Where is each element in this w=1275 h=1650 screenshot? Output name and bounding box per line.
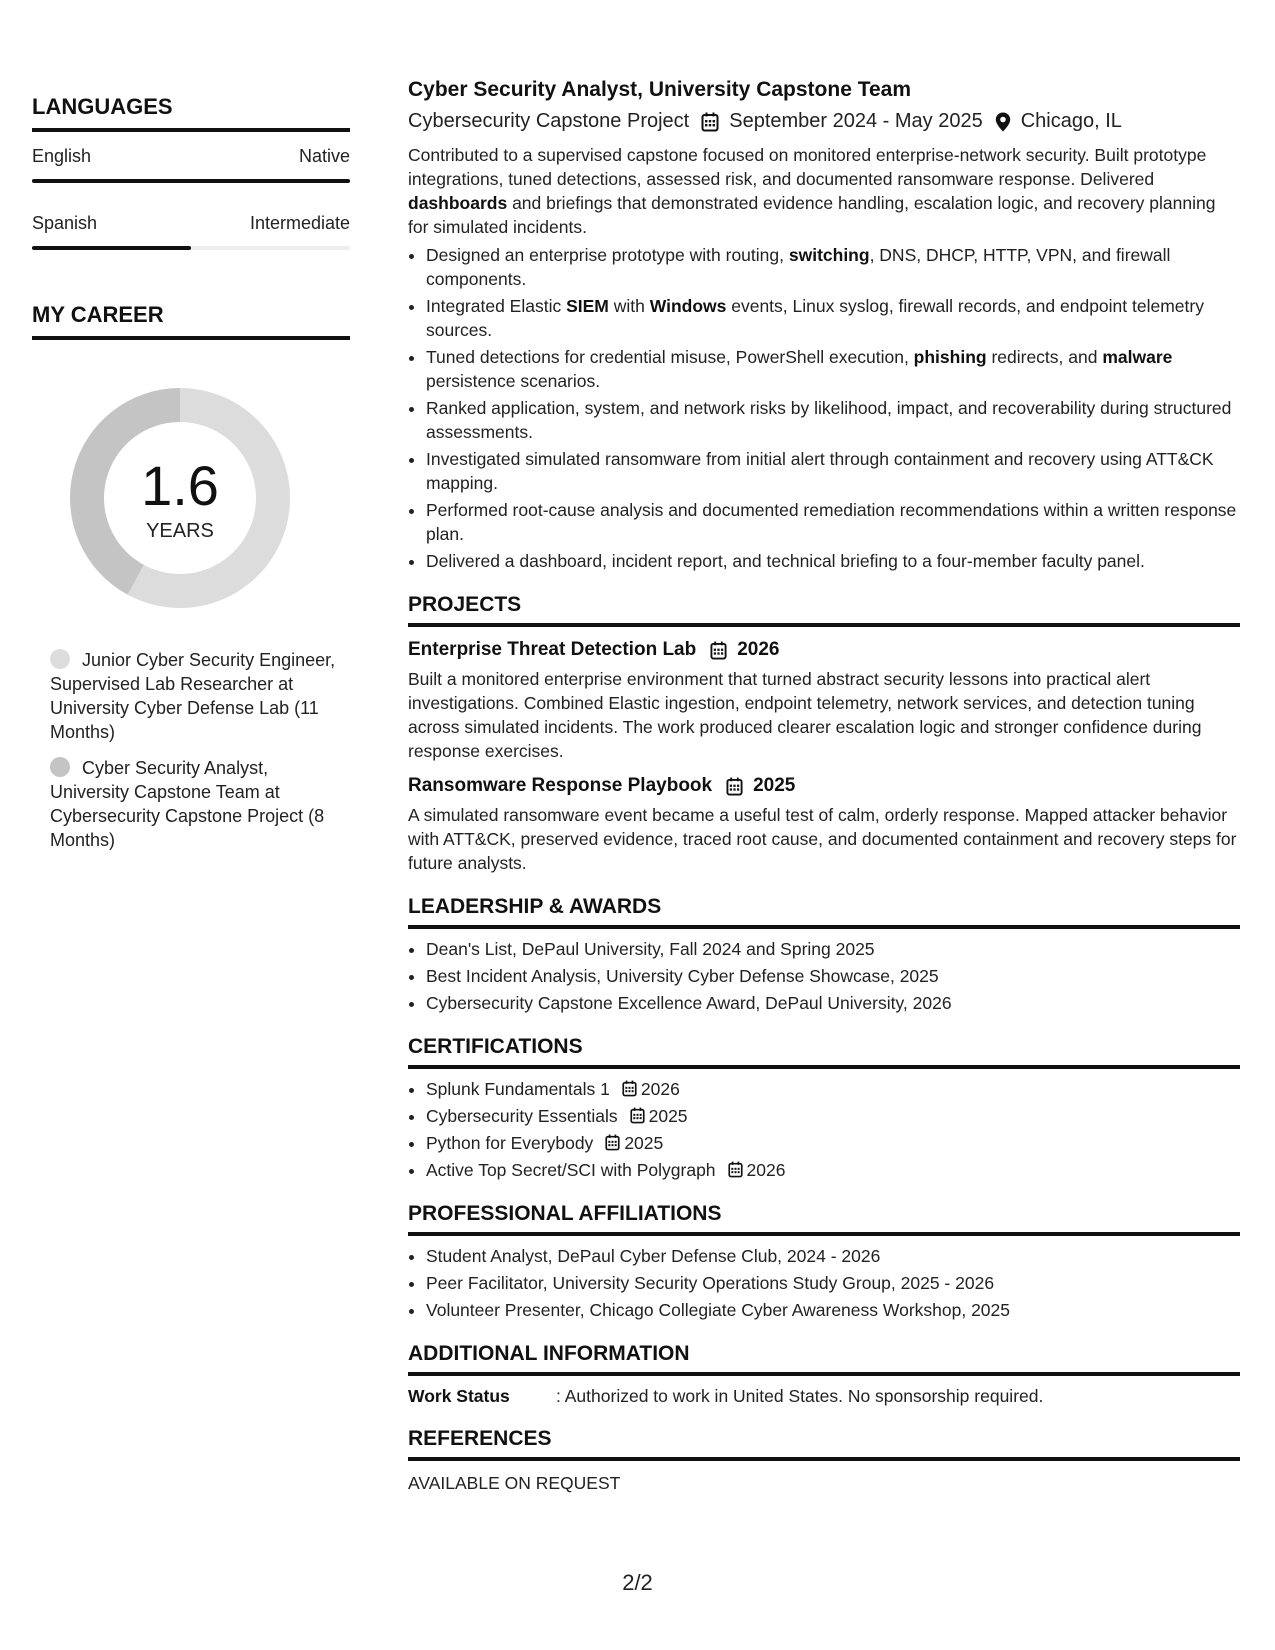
- certification-year: 2025: [648, 1106, 688, 1126]
- project-title: Ransomware Response Playbook: [408, 775, 713, 796]
- language-name: Spanish: [32, 213, 98, 233]
- language-item: [32, 146, 350, 183]
- main-column: [408, 78, 1240, 1494]
- calendar-icon: [605, 1134, 620, 1151]
- language-proficiency-fill: [32, 246, 191, 250]
- language-level: Native: [298, 146, 350, 166]
- language-proficiency-bar: [32, 179, 350, 183]
- summary-keyword: dashboards: [408, 193, 508, 213]
- calendar-icon: [622, 1080, 637, 1097]
- career-heading: MY CAREER: [32, 302, 350, 340]
- job-bullet: • Delivered a dashboard, incident report, and technical briefing to a four-member faculty panel.: [426, 549, 1240, 573]
- job-bullet: • Integrated Elastic SIEM with Windows events, Linux syslog, firewall records, and endpoint telemetry sources.: [426, 294, 1240, 342]
- certification-year: 2026: [640, 1079, 680, 1099]
- calendar-icon: [728, 1161, 743, 1178]
- calendar-icon: [726, 777, 743, 796]
- awards-heading: LEADERSHIP & AWARDS: [408, 895, 1240, 929]
- project-year: 2025: [753, 775, 796, 796]
- projects-heading: PROJECTS: [408, 593, 1240, 627]
- language-proficiency-bar: [32, 246, 350, 250]
- awards-list: [408, 937, 1240, 1015]
- work-status-value: : Authorized to work in United States. No sponsorship required.: [556, 1386, 1044, 1406]
- affiliation-item: • Volunteer Presenter, Chicago Collegiate Cyber Awareness Workshop, 2025: [426, 1298, 1240, 1322]
- job-dates: September 2024 - May 2025: [729, 110, 983, 132]
- job-bullet: • Tuned detections for credential misuse, PowerShell execution, phishing redirects, and malware persistence scenarios.: [426, 345, 1240, 393]
- certification-name: Active Top Secret/SCI with Polygraph: [426, 1160, 716, 1180]
- job-location: Chicago, IL: [1020, 110, 1122, 132]
- affiliations-list: [408, 1244, 1240, 1322]
- project-item: [408, 639, 1240, 763]
- project-year: 2026: [737, 639, 780, 660]
- job-bullet: • Designed an enterprise prototype with routing, switching, DNS, DHCP, HTTP, VPN, and firewall components.: [426, 243, 1240, 291]
- award-item: • Best Incident Analysis, University Cyber Defense Showcase, 2025: [426, 964, 1240, 988]
- certification-item: [426, 1104, 1240, 1128]
- certifications-heading: CERTIFICATIONS: [408, 1035, 1240, 1069]
- job-bullet: • Performed root-cause analysis and documented remediation recommendations within a written response plan.: [426, 498, 1240, 546]
- project-description: Built a monitored enterprise environment that turned abstract security lessons into practical alert investigations. Combined Elastic ingestion, endpoint telemetry, network services, and detection tuning across simulated incidents. The work produced clearer escalation logic and stronger confidence during response exercises.: [408, 669, 1202, 761]
- legend-dot: [50, 757, 70, 777]
- affiliation-item: • Student Analyst, DePaul Cyber Defense Club, 2024 - 2026: [426, 1244, 1240, 1268]
- job-bullets: [408, 243, 1240, 573]
- languages-list: [32, 146, 350, 250]
- summary-text: and briefings that demonstrated evidence handling, escalation logic, and recovery planning for simulated incidents.: [408, 193, 1216, 237]
- certification-item: [426, 1158, 1240, 1182]
- calendar-icon: [630, 1107, 645, 1124]
- language-level: Intermediate: [249, 213, 350, 233]
- references-heading: REFERENCES: [408, 1427, 1240, 1461]
- career-legend-item: [50, 648, 350, 744]
- certification-item: [426, 1131, 1240, 1155]
- company-name: Cybersecurity Capstone Project: [408, 110, 690, 132]
- work-status-label: Work Status: [408, 1386, 510, 1406]
- career-legend-item: [50, 756, 350, 852]
- job-title: Cyber Security Analyst, University Capstone Team: [408, 78, 912, 101]
- references-text: AVAILABLE ON REQUEST: [408, 1473, 621, 1493]
- project-description: A simulated ransomware event became a useful test of calm, orderly response. Mapped attacker behavior with ATT&CK, preserved evidence, traced root cause, and documented containment and recovery steps for future analysts.: [408, 805, 1237, 873]
- affiliation-item: • Peer Facilitator, University Security Operations Study Group, 2025 - 2026: [426, 1271, 1240, 1295]
- certification-year: 2025: [624, 1133, 664, 1153]
- legend-dot: [50, 649, 70, 669]
- map-pin-icon: [995, 112, 1011, 132]
- career-total-unit: YEARS: [146, 520, 214, 542]
- job-meta: [408, 110, 1240, 133]
- job-summary: [408, 143, 1240, 239]
- sidebar: [32, 94, 350, 864]
- certification-name: Cybersecurity Essentials: [426, 1106, 618, 1126]
- language-proficiency-fill: [32, 179, 350, 183]
- certifications-list: [408, 1077, 1240, 1182]
- project-title: Enterprise Threat Detection Lab: [408, 639, 697, 660]
- summary-text: Contributed to a supervised capstone focused on monitored enterprise-network security. Built prototype integrations, tuned detections, assessed risk, and documented ransomware response. Delivered: [408, 145, 1207, 189]
- additional-info-heading: ADDITIONAL INFORMATION: [408, 1342, 1240, 1376]
- career-donut-chart: [66, 384, 294, 612]
- languages-heading: LANGUAGES: [32, 94, 350, 132]
- affiliations-heading: PROFESSIONAL AFFILIATIONS: [408, 1202, 1240, 1236]
- career-total-value: 1.6: [141, 454, 219, 517]
- career-legend: [32, 648, 350, 852]
- page-number: 2/2: [622, 1570, 653, 1595]
- calendar-icon: [701, 112, 719, 132]
- experience-entry: [408, 78, 1240, 573]
- certification-name: Python for Everybody: [426, 1133, 594, 1153]
- calendar-icon: [710, 641, 727, 660]
- career-legend-text: Junior Cyber Security Engineer, Supervised Lab Researcher at University Cyber Defense Lab (11 Months): [50, 650, 336, 742]
- language-name: English: [32, 146, 92, 166]
- career-legend-text: Cyber Security Analyst, University Capstone Team at Cybersecurity Capstone Project (8 Months): [50, 758, 325, 850]
- language-item: [32, 213, 350, 250]
- job-bullet: • Ranked application, system, and network risks by likelihood, impact, and recoverability during structured assessments.: [426, 396, 1240, 444]
- work-status-row: [408, 1386, 1240, 1407]
- job-bullet: • Investigated simulated ransomware from initial alert through containment and recovery using ATT&CK mapping.: [426, 447, 1240, 495]
- certification-item: [426, 1077, 1240, 1101]
- certification-name: Splunk Fundamentals 1: [426, 1079, 610, 1099]
- award-item: • Cybersecurity Capstone Excellence Award, DePaul University, 2026: [426, 991, 1240, 1015]
- award-item: • Dean's List, DePaul University, Fall 2024 and Spring 2025: [426, 937, 1240, 961]
- certification-year: 2026: [746, 1160, 786, 1180]
- project-item: [408, 775, 1240, 875]
